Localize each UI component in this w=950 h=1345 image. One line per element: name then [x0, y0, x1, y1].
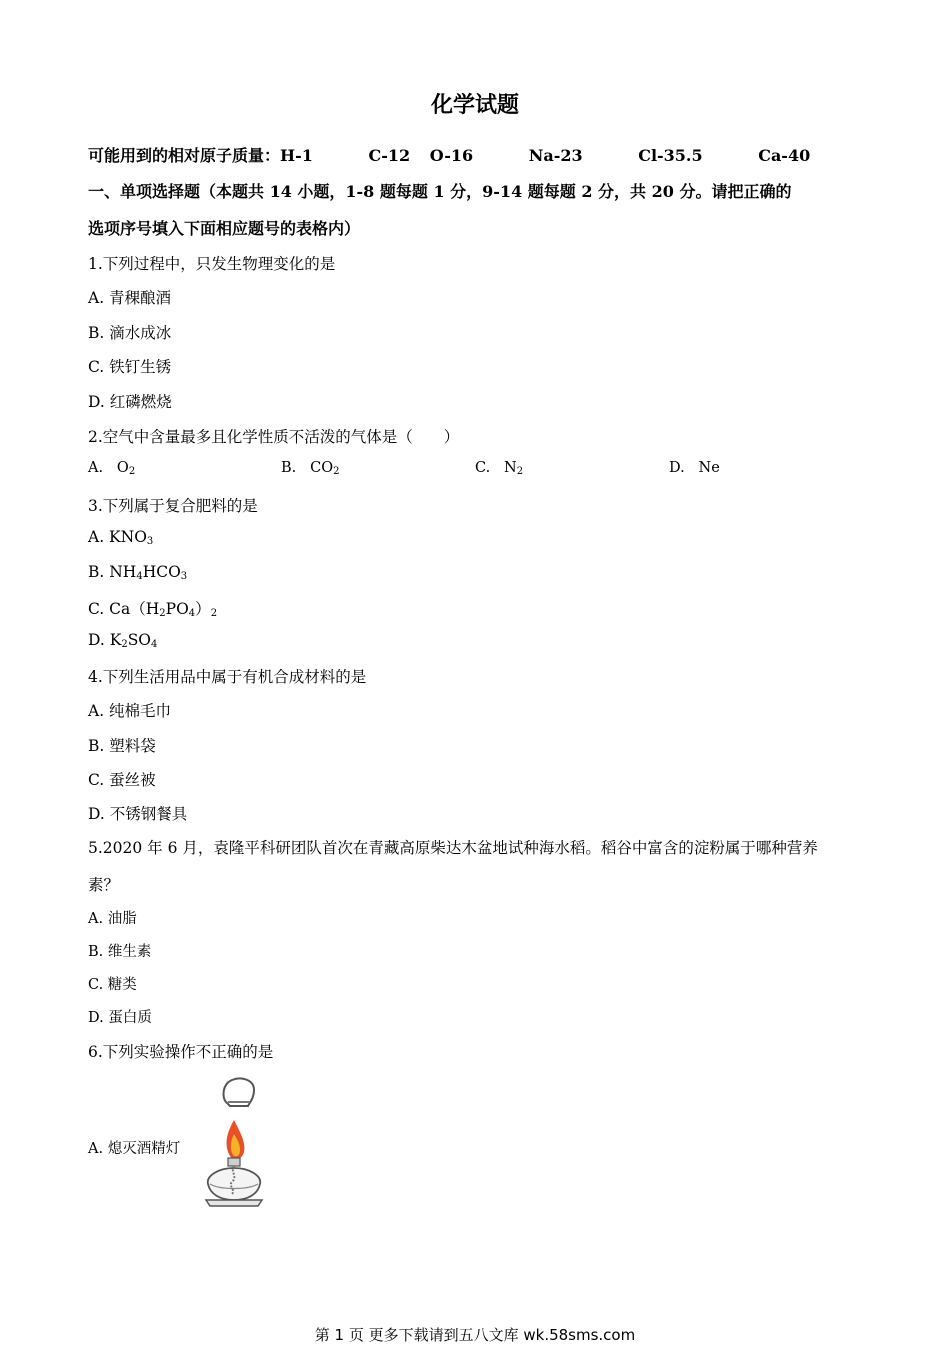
section-heading-cont: 选项序号填入下面相应题号的表格内）	[88, 219, 361, 238]
q1-option-a: A. 青稞酿酒	[88, 289, 172, 307]
q3-stem: 3.下列属于复合肥料的是	[88, 497, 258, 515]
alcohol-lamp-image	[196, 1072, 268, 1210]
lamp-base	[206, 1200, 262, 1206]
q3-option-a: A. $KNO_3$	[88, 528, 154, 547]
mass-o: O-16	[429, 146, 474, 165]
wick-holder	[228, 1158, 240, 1166]
q6-stem: 6.下列实验操作不正确的是	[88, 1043, 274, 1061]
q5-stem: 5.2020 年 6 月，袁隆平科研团队首次在青藏高原柴达木盆地试种海水稻。稻谷中富含的淀粉属于哪种营养	[88, 839, 818, 857]
page-footer: 第 1 页 更多下载请到五八文库 wk.58sms.com	[314, 1326, 636, 1344]
q3-option-b: B. $NH_4HCO_3$	[88, 563, 188, 582]
q1-option-b: B. 滴水成冰	[88, 324, 172, 342]
atomic-masses	[88, 143, 810, 166]
atomic-masses-label: 可能用到的相对原子质量：	[88, 146, 281, 165]
q2-option-d: D. Ne	[669, 460, 720, 476]
q5-option-c: C. 糖类	[88, 977, 137, 993]
q5-option-a: A. 油脂	[88, 911, 137, 927]
q5-stem-cont: 素？	[88, 876, 120, 894]
section-heading: 一、单项选择题（本题共 14 小题，1-8 题每题 1 分，9-14 题每题 2 分，共 20 分。请把正确的	[88, 182, 792, 201]
mass-h: H-1	[280, 146, 313, 165]
q2-stem: 2.空气中含量最多且化学性质不活泼的气体是（ ）	[88, 428, 460, 446]
q6-option-a: A. 熄灭酒精灯	[88, 1141, 181, 1157]
q4-option-a: A. 纯棉毛巾	[88, 702, 172, 720]
mass-cl: Cl-35.5	[638, 146, 703, 165]
q1-option-d: D. 红磷燃烧	[88, 393, 172, 411]
q1-stem: 1.下列过程中，只发生物理变化的是	[88, 255, 336, 273]
q3-option-c: C. $Ca(H_2PO_4)_2$	[88, 600, 218, 619]
q4-option-b: B. 塑料袋	[88, 737, 156, 755]
mass-na: Na-23	[528, 146, 583, 165]
page-title: 化学试题	[430, 92, 519, 118]
q5-option-d: D. 蛋白质	[88, 1010, 152, 1026]
mass-ca: Ca-40	[758, 146, 811, 165]
q1-option-c: C. 铁钉生锈	[88, 358, 172, 376]
q3-option-d: D. $K_2SO_4$	[88, 631, 158, 650]
q2-option-b: B. $CO_2$	[281, 460, 340, 477]
q2-option-a: A. $O_2$	[88, 460, 136, 477]
q4-option-c: C. 蚕丝被	[88, 771, 156, 789]
q4-option-d: D. 不锈钢餐具	[88, 805, 188, 823]
mass-c: C-12	[368, 146, 411, 165]
q5-option-b: B. 维生素	[88, 944, 152, 960]
q2-option-c: C. $N_2$	[475, 460, 524, 477]
q4-stem: 4.下列生活用品中属于有机合成材料的是	[88, 668, 367, 686]
